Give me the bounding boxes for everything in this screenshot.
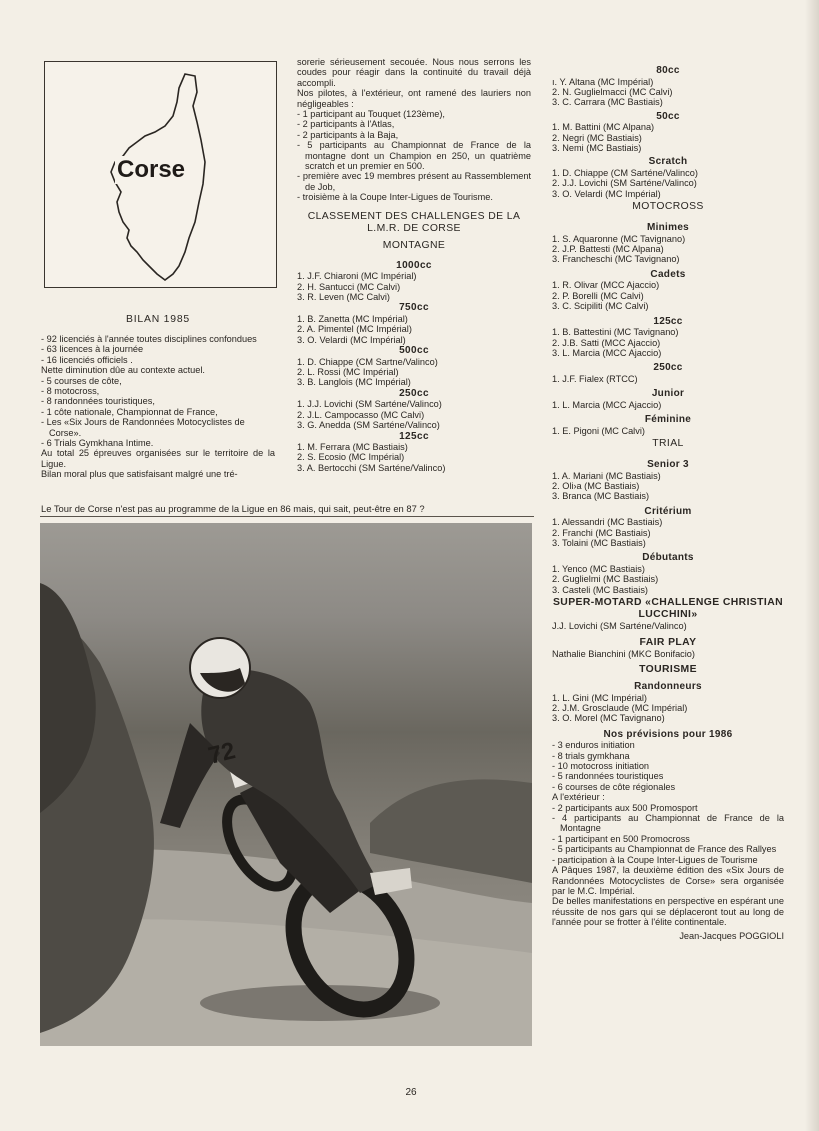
result-entry: 3. Casteli (MC Bastiais) bbox=[552, 584, 648, 595]
exterieur-label: A l'extérieur : bbox=[552, 792, 605, 803]
exterieur-item: - participation à la Coupe Inter-Ligues de Tourisme bbox=[552, 855, 784, 865]
previsions-title: Nos prévisions pour 1986 bbox=[603, 728, 733, 740]
result-entry: 3. B. Langlois (MC Impérial) bbox=[297, 377, 411, 388]
result-entry: 2. J.J. Lovichi (SM Sarténe/Valinco) bbox=[552, 178, 697, 189]
exterieur-list bbox=[552, 803, 784, 865]
result-entry: 1. Alessandri (MC Bastiais) bbox=[552, 517, 663, 528]
result-entry: 3. C. Carrara (MC Bastiais) bbox=[552, 97, 663, 108]
exterieur-item: - 4 participants au Championnat de France de la Montagne bbox=[552, 813, 784, 834]
result-entry: 1. D. Chiappe (CM Sarténe/Valinco) bbox=[552, 167, 698, 178]
exterieur-item: - 1 participant en 500 Promocross bbox=[552, 834, 784, 844]
trial-title: TRIAL bbox=[652, 438, 684, 450]
section-title: 250cc bbox=[399, 387, 429, 399]
bilan-item: - 63 licences à la journée bbox=[41, 344, 275, 354]
result-entry: 2. J.P. Battesti (MC Alpana) bbox=[552, 244, 664, 255]
result-entry: 3. Nemi (MC Bastiais) bbox=[552, 143, 642, 154]
motocross-sections bbox=[552, 222, 784, 436]
middle-intro: sorerie sérieusement secouée. Nous nous serrons les coudes pour réagir dans la continuité du travail déjà accompli. bbox=[297, 57, 531, 88]
bilan-item: - 1 côte nationale, Championnat de France, bbox=[41, 407, 275, 417]
result-entry: 3. L. Marcia (MCC Ajaccio) bbox=[552, 347, 662, 358]
fairplay-entry: Nathalie Bianchini (MKC Bonifacio) bbox=[552, 648, 695, 659]
middle-list bbox=[297, 109, 531, 203]
bilan-item: - 8 randonnées touristiques, bbox=[41, 396, 275, 406]
caption-rule bbox=[40, 516, 534, 517]
lauriers-item: - 1 participant au Touquet (123ème), bbox=[297, 109, 531, 119]
result-entry: 3. O. Velardi (MC Impérial) bbox=[552, 188, 661, 199]
map-label: Corse bbox=[117, 156, 186, 183]
motocross-title: MOTOCROSS bbox=[632, 201, 704, 213]
section-title: Junior bbox=[651, 388, 685, 400]
prevision-item: - 3 enduros initiation bbox=[552, 740, 784, 750]
result-entry: 2. H. Santucci (MC Calvi) bbox=[297, 281, 401, 292]
bilan-list-1 bbox=[41, 334, 275, 365]
bilan-note: Nette diminution dûe au contexte actuel. bbox=[41, 365, 205, 376]
montagne-title: MONTAGNE bbox=[382, 239, 446, 251]
result-entry: 3. Francheschi (MC Tavignano) bbox=[552, 254, 680, 265]
right-column bbox=[552, 62, 784, 941]
bilan-total: Au total 25 épreuves organisées sur le territoire de la Ligue. bbox=[41, 448, 275, 469]
section-title: 1000cc bbox=[396, 259, 432, 271]
exterieur-item: - 5 participants au Championnat de France des Rallyes bbox=[552, 844, 784, 854]
section-title: 80cc bbox=[656, 65, 680, 76]
bilan-moral: Bilan moral plus que satisfaisant malgré une tré- bbox=[41, 469, 238, 480]
corse-map-box bbox=[44, 61, 277, 288]
montagne-sections bbox=[297, 260, 531, 474]
section-title: 50cc bbox=[656, 110, 680, 122]
tourisme-title: TOURISME bbox=[639, 664, 697, 675]
section-title: Minimes bbox=[646, 222, 690, 234]
result-entry: 1. A. Mariani (MC Bastiais) bbox=[552, 470, 661, 481]
section-title: Senior 3 bbox=[647, 459, 689, 471]
result-entry: 2. A. Pimentel (MC Impérial) bbox=[297, 324, 412, 335]
section-title: 250cc bbox=[653, 362, 683, 374]
lauriers-item: - troisième à la Coupe Inter-Ligues de Tourisme. bbox=[297, 192, 531, 202]
supermotard-entry: J.J. Lovichi (SM Sarténe/Valinco) bbox=[552, 621, 687, 632]
result-entry: 3. G. Anedda (SM Sarténe/Valinco) bbox=[297, 420, 440, 431]
lauriers-item: - première avec 19 membres présent au Rassemblement de Job, bbox=[297, 171, 531, 192]
section-title: Cadets bbox=[650, 268, 686, 280]
lauriers-item: - 5 participants au Championnat de France de la montagne dont un Champion en 250, un quatrième scratch et un premier en 500. bbox=[297, 140, 531, 171]
section-title: Féminine bbox=[644, 414, 692, 426]
bike-number: 72 bbox=[205, 737, 239, 770]
section-title: Débutants bbox=[642, 552, 694, 564]
result-entry: 1. M. Ferrara (MC Bastiais) bbox=[297, 442, 408, 453]
section-title: 125cc bbox=[653, 315, 683, 327]
result-entry: 1. Yenco (MC Bastiais) bbox=[552, 563, 645, 574]
result-entry: 1. J.F. Fialex (RTCC) bbox=[552, 373, 638, 384]
result-entry: 3. C. Scipiliti (MC Calvi) bbox=[552, 301, 649, 312]
exterieur-item: - 2 participants aux 500 Promosport bbox=[552, 803, 784, 813]
result-entry: 1. L. Marcia (MCC Ajaccio) bbox=[552, 399, 662, 410]
result-entry: 2. Guglielmi (MC Bastiais) bbox=[552, 574, 659, 585]
result-entry: 2. P. Borelli (MC Calvi) bbox=[552, 290, 644, 301]
bilan-item: - 92 licenciés à l'année toutes disciplines confondues bbox=[41, 334, 275, 344]
result-entry: 1. J.F. Chiaroni (MC Impérial) bbox=[297, 271, 417, 282]
fairplay-title: FAIR PLAY bbox=[639, 636, 697, 648]
result-entry: 2. Oli›a (MC Bastiais) bbox=[552, 480, 640, 491]
result-entry: 1. J.J. Lovichi (SM Sarténe/Valinco) bbox=[297, 399, 442, 410]
result-entry: 2. Franchi (MC Bastiais) bbox=[552, 527, 651, 538]
photo-caption: Le Tour de Corse n'est pas au programme de la Ligue en 86 mais, qui sait, peut-être en 87 ? bbox=[41, 503, 425, 514]
right-montagne-sections bbox=[552, 65, 784, 199]
result-entry: 1. B. Battestini (MC Tavignano) bbox=[552, 327, 679, 338]
result-entry: 1. M. Battini (MC Alpana) bbox=[552, 122, 655, 133]
section-title: Critérium bbox=[644, 505, 692, 517]
result-entry: 2. N. Guglielmacci (MC Calvi) bbox=[552, 86, 673, 97]
previsions-list bbox=[552, 740, 784, 792]
lauriers-item: - 2 participants à la Baja, bbox=[297, 130, 531, 140]
result-entry: 1. S. Aquaronne (MC Tavignano) bbox=[552, 233, 686, 244]
randonneurs-list bbox=[552, 693, 784, 724]
result-entry: 1. E. Pigoni (MC Calvi) bbox=[552, 425, 645, 436]
bilan-item: - 6 Trials Gymkhana Intime. bbox=[41, 438, 275, 448]
trial-sections bbox=[552, 459, 784, 595]
motorcycle-rider-image bbox=[40, 523, 532, 1046]
middle-column bbox=[297, 57, 531, 473]
bilan-item: - Les «Six Jours de Randonnées Motocyclistes de Corse». bbox=[41, 417, 275, 438]
author-signature: Jean-Jacques POGGIOLI bbox=[679, 930, 784, 941]
prevision-item: - 6 courses de côte régionales bbox=[552, 782, 784, 792]
result-entry: 3. Tolaini (MC Bastiais) bbox=[552, 538, 646, 549]
result-entry: 2. S. Ecosio (MC Impérial) bbox=[297, 452, 405, 463]
result-entry: 1. R. Olivar (MCC Ajaccio) bbox=[552, 280, 660, 291]
bilan-list-2 bbox=[41, 376, 275, 449]
result-entry: ı. Y. Altana (MC Impérial) bbox=[552, 76, 654, 87]
paques-text: A Pâques 1987, la deuxième édition des «Six Jours de Randonnées Motocyclistes de Corse» sera organisée par le M.C. Impérial. bbox=[552, 865, 784, 896]
result-entry: 1. L. Gini (MC Impérial) bbox=[552, 692, 647, 703]
page-number: 26 bbox=[405, 1087, 417, 1098]
randonneurs-title: Randonneurs bbox=[634, 681, 702, 692]
bilan-title: BILAN 1985 bbox=[125, 314, 191, 325]
bilan-item: - 16 licenciés officiels . bbox=[41, 355, 275, 365]
result-entry: 2. Negri (MC Bastiais) bbox=[552, 132, 642, 143]
result-entry: 2. J.L. Campocasso (MC Calvi) bbox=[297, 409, 425, 420]
supermotard-title: SUPER-MOTARD «CHALLENGE CHRISTIAN LUCCHINI» bbox=[552, 597, 784, 621]
result-entry: 1. D. Chiappe (CM Sartne/Valinco) bbox=[297, 356, 438, 367]
lauriers-item: - 2 participants à l'Atlas, bbox=[297, 119, 531, 129]
prevision-item: - 10 motocross initiation bbox=[552, 761, 784, 771]
bilan-item: - 8 motocross, bbox=[41, 386, 275, 396]
page-edge bbox=[805, 0, 819, 1131]
result-entry: 1. B. Zanetta (MC Impérial) bbox=[297, 313, 408, 324]
bilan-item: - 5 courses de côte, bbox=[41, 376, 275, 386]
prevision-item: - 5 randonnées touristiques bbox=[552, 771, 784, 781]
result-entry: 3. R. Leven (MC Calvi) bbox=[297, 292, 390, 302]
bilan-column bbox=[41, 314, 275, 480]
section-title: 750cc bbox=[399, 302, 429, 314]
section-title: 500cc bbox=[399, 345, 429, 357]
result-entry: 2. L. Rossi (MC Impérial) bbox=[297, 367, 399, 378]
result-entry: 3. Branca (MC Bastiais) bbox=[552, 491, 650, 502]
classement-title: CLASSEMENT DES CHALLENGES DE LA L.M.R. DE CORSE bbox=[307, 210, 521, 234]
result-entry: 3. O. Morel (MC Tavignano) bbox=[552, 713, 665, 724]
result-entry: 3. A. Bertocchi (SM Sarténe/Valinco) bbox=[297, 462, 446, 473]
section-title: Scratch bbox=[648, 156, 688, 168]
closing-text: De belles manifestations en perspective en espérant une réussite de nos gars qui se déplaceront tout au long de l'année pour se frotter à l'élite continentale. bbox=[552, 896, 784, 928]
motocross-photo bbox=[40, 523, 532, 1046]
prevision-item: - 8 trials gymkhana bbox=[552, 751, 784, 761]
result-entry: 3. O. Velardi (MC Impérial) bbox=[297, 334, 406, 345]
section-title: 125cc bbox=[399, 430, 429, 442]
result-entry: 2. J.M. Grosclaude (MC Impérial) bbox=[552, 702, 688, 713]
middle-pilots: Nos pilotes, à l'extérieur, ont ramené des lauriers non négligeables : bbox=[297, 88, 531, 109]
result-entry: 2. J.B. Satti (MCC Ajaccio) bbox=[552, 337, 661, 348]
